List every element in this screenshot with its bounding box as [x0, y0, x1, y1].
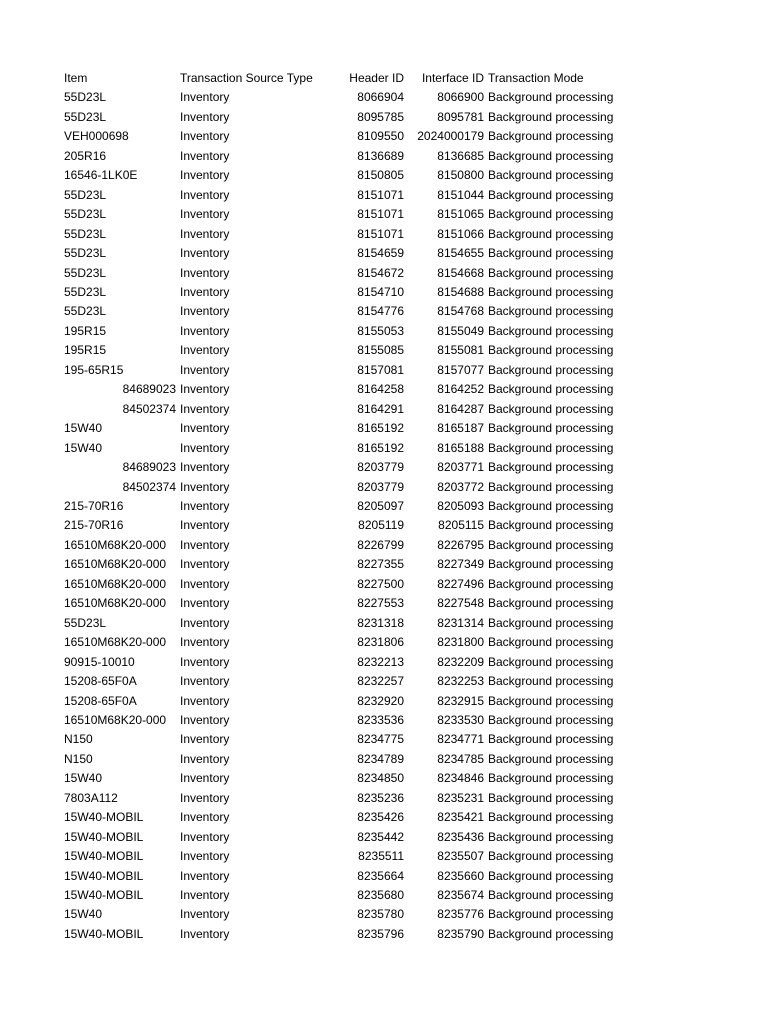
- table-body: [62, 88, 636, 944]
- table-row: [62, 633, 636, 652]
- cell-interface-id[interactable]: 8151065: [437, 207, 484, 222]
- cell-source-type[interactable]: Inventory: [180, 810, 230, 825]
- cell-transaction-mode[interactable]: Background processing: [488, 907, 614, 922]
- cell-header-id[interactable]: 8234850: [357, 771, 404, 786]
- cell-interface-id[interactable]: 8235660: [437, 868, 484, 883]
- column-header-item[interactable]: Item: [64, 71, 88, 85]
- cell-source-type[interactable]: Inventory: [180, 187, 230, 202]
- cell-source-type[interactable]: Inventory: [180, 304, 230, 319]
- cell-transaction-mode[interactable]: Background processing: [488, 868, 614, 883]
- cell-header-id[interactable]: 8231318: [357, 615, 404, 630]
- cell-header-id[interactable]: 8231806: [357, 635, 404, 650]
- cell-interface-id[interactable]: 8155081: [437, 343, 484, 358]
- table-row: [62, 594, 636, 613]
- cell-source-type[interactable]: Inventory: [180, 868, 230, 883]
- cell-source-type[interactable]: Inventory: [180, 401, 230, 416]
- table-row: [62, 555, 636, 574]
- cell-transaction-mode[interactable]: Background processing: [488, 635, 614, 650]
- cell-interface-id[interactable]: 8232253: [437, 674, 484, 689]
- table-row: [62, 302, 636, 321]
- cell-item[interactable]: 15W40-MOBIL: [64, 849, 144, 864]
- cell-item[interactable]: 15W40-MOBIL: [64, 810, 144, 825]
- column-header-header-id[interactable]: Header ID: [349, 71, 404, 85]
- cell-header-id[interactable]: 8234789: [357, 751, 404, 766]
- cell-source-type[interactable]: Inventory: [180, 596, 230, 611]
- table-row: [62, 322, 636, 341]
- cell-item[interactable]: 15W40-MOBIL: [64, 926, 144, 941]
- table-row: [62, 283, 636, 302]
- cell-interface-id[interactable]: 8157077: [437, 362, 484, 377]
- table-row: [62, 341, 636, 360]
- cell-header-id[interactable]: 8151071: [357, 187, 404, 202]
- cell-source-type[interactable]: Inventory: [180, 790, 230, 805]
- cell-transaction-mode[interactable]: Background processing: [488, 284, 614, 299]
- cell-header-id[interactable]: 8235680: [357, 888, 404, 903]
- cell-transaction-mode[interactable]: Background processing: [488, 810, 614, 825]
- cell-transaction-mode[interactable]: Background processing: [488, 343, 614, 358]
- cell-item[interactable]: 15W40: [64, 421, 103, 436]
- cell-interface-id[interactable]: 8235674: [437, 888, 484, 903]
- cell-source-type[interactable]: Inventory: [180, 226, 230, 241]
- cell-transaction-mode[interactable]: Background processing: [488, 440, 614, 455]
- cell-interface-id[interactable]: 8234785: [437, 751, 484, 766]
- cell-header-id[interactable]: 8234775: [357, 732, 404, 747]
- cell-source-type[interactable]: Inventory: [180, 576, 230, 591]
- cell-header-id[interactable]: 8154776: [357, 304, 404, 319]
- table-row: [62, 478, 636, 497]
- table-header-row: [62, 69, 636, 88]
- cell-source-type[interactable]: Inventory: [180, 557, 230, 572]
- cell-item[interactable]: 84502374: [122, 401, 176, 416]
- cell-header-id[interactable]: 8136689: [357, 148, 404, 163]
- table-row: [62, 769, 636, 788]
- cell-transaction-mode[interactable]: Background processing: [488, 129, 614, 144]
- cell-item[interactable]: 16546-1LK0E: [64, 168, 138, 183]
- cell-transaction-mode[interactable]: Background processing: [488, 401, 614, 416]
- cell-header-id[interactable]: 8203779: [357, 479, 404, 494]
- cell-item[interactable]: 16510M68K20-000: [64, 537, 167, 552]
- cell-item[interactable]: 16510M68K20-000: [64, 712, 167, 727]
- cell-interface-id[interactable]: 8136685: [437, 148, 484, 163]
- cell-item[interactable]: 55D23L: [64, 615, 107, 630]
- cell-transaction-mode[interactable]: Background processing: [488, 148, 614, 163]
- cell-item[interactable]: 55D23L: [64, 187, 107, 202]
- cell-item[interactable]: 90915-10010: [64, 654, 135, 669]
- cell-source-type[interactable]: Inventory: [180, 284, 230, 299]
- cell-item[interactable]: 55D23L: [64, 90, 107, 105]
- cell-item[interactable]: 215-70R16: [64, 518, 124, 533]
- cell-source-type[interactable]: Inventory: [180, 129, 230, 144]
- cell-interface-id[interactable]: 8231800: [437, 635, 484, 650]
- cell-header-id[interactable]: 8150805: [357, 168, 404, 183]
- cell-source-type[interactable]: Inventory: [180, 654, 230, 669]
- cell-transaction-mode[interactable]: Background processing: [488, 479, 614, 494]
- cell-interface-id[interactable]: 8095781: [437, 109, 484, 124]
- cell-item[interactable]: 55D23L: [64, 109, 107, 124]
- cell-interface-id[interactable]: 8234771: [437, 732, 484, 747]
- cell-item[interactable]: 55D23L: [64, 226, 107, 241]
- cell-header-id[interactable]: 8164258: [357, 382, 404, 397]
- cell-source-type[interactable]: Inventory: [180, 323, 230, 338]
- cell-source-type[interactable]: Inventory: [180, 109, 230, 124]
- cell-item[interactable]: 15W40: [64, 907, 103, 922]
- cell-source-type[interactable]: Inventory: [180, 849, 230, 864]
- cell-item[interactable]: 15W40: [64, 440, 103, 455]
- table-row: [62, 127, 636, 146]
- cell-interface-id[interactable]: 8165187: [437, 421, 484, 436]
- cell-item[interactable]: 55D23L: [64, 304, 107, 319]
- cell-header-id[interactable]: 8155053: [357, 323, 404, 338]
- cell-interface-id[interactable]: 8235776: [437, 907, 484, 922]
- cell-transaction-mode[interactable]: Background processing: [488, 537, 614, 552]
- column-header-transaction-mode[interactable]: Transaction Mode: [488, 71, 584, 85]
- table-row: [62, 419, 636, 438]
- table-row: [62, 653, 636, 672]
- cell-item[interactable]: 55D23L: [64, 207, 107, 222]
- cell-transaction-mode[interactable]: Background processing: [488, 362, 614, 377]
- cell-header-id[interactable]: 8154710: [357, 284, 404, 299]
- cell-item[interactable]: 84689023: [122, 460, 176, 475]
- cell-source-type[interactable]: Inventory: [180, 168, 230, 183]
- cell-item[interactable]: 55D23L: [64, 246, 107, 261]
- cell-transaction-mode[interactable]: Background processing: [488, 304, 614, 319]
- table-row: [62, 730, 636, 749]
- cell-header-id[interactable]: 8109550: [357, 129, 404, 144]
- table-row: [62, 847, 636, 866]
- cell-item[interactable]: 15W40-MOBIL: [64, 888, 144, 903]
- cell-interface-id[interactable]: 8232915: [437, 693, 484, 708]
- table-row: [62, 789, 636, 808]
- cell-header-id[interactable]: 8235796: [357, 926, 404, 941]
- transactions-table: [62, 69, 636, 944]
- cell-item[interactable]: 205R16: [64, 148, 107, 163]
- cell-source-type[interactable]: Inventory: [180, 382, 230, 397]
- cell-source-type[interactable]: Inventory: [180, 90, 230, 105]
- cell-item[interactable]: 84502374: [122, 479, 176, 494]
- cell-header-id[interactable]: 8232257: [357, 674, 404, 689]
- table-row: [62, 808, 636, 827]
- table-row: [62, 88, 636, 107]
- table-row: [62, 536, 636, 555]
- cell-header-id[interactable]: 8235442: [357, 829, 404, 844]
- cell-interface-id[interactable]: 8164252: [437, 382, 484, 397]
- cell-transaction-mode[interactable]: Background processing: [488, 654, 614, 669]
- cell-interface-id[interactable]: 8235421: [437, 810, 484, 825]
- cell-item[interactable]: 215-70R16: [64, 498, 124, 513]
- cell-source-type[interactable]: Inventory: [180, 362, 230, 377]
- cell-interface-id[interactable]: 8235436: [437, 829, 484, 844]
- cell-transaction-mode[interactable]: Background processing: [488, 323, 614, 338]
- cell-interface-id[interactable]: 8150800: [437, 168, 484, 183]
- cell-source-type[interactable]: Inventory: [180, 460, 230, 475]
- cell-source-type[interactable]: Inventory: [180, 265, 230, 280]
- cell-interface-id[interactable]: 8203772: [437, 479, 484, 494]
- cell-source-type[interactable]: Inventory: [180, 440, 230, 455]
- cell-item[interactable]: 84689023: [122, 382, 176, 397]
- table-row: [62, 516, 636, 535]
- cell-header-id[interactable]: 8203779: [357, 460, 404, 475]
- cell-item[interactable]: 16510M68K20-000: [64, 635, 167, 650]
- cell-header-id[interactable]: 8235664: [357, 868, 404, 883]
- table-row: [62, 439, 636, 458]
- cell-interface-id[interactable]: 8227349: [437, 557, 484, 572]
- cell-transaction-mode[interactable]: Background processing: [488, 576, 614, 591]
- cell-transaction-mode[interactable]: Background processing: [488, 771, 614, 786]
- cell-header-id[interactable]: 8226799: [357, 537, 404, 552]
- cell-transaction-mode[interactable]: Background processing: [488, 518, 614, 533]
- cell-interface-id[interactable]: 8205093: [437, 498, 484, 513]
- cell-source-type[interactable]: Inventory: [180, 246, 230, 261]
- cell-transaction-mode[interactable]: Background processing: [488, 926, 614, 941]
- cell-header-id[interactable]: 8227553: [357, 596, 404, 611]
- cell-interface-id[interactable]: 8066900: [437, 90, 484, 105]
- cell-interface-id[interactable]: 8154768: [437, 304, 484, 319]
- cell-source-type[interactable]: Inventory: [180, 148, 230, 163]
- cell-interface-id[interactable]: 8227496: [437, 576, 484, 591]
- cell-source-type[interactable]: Inventory: [180, 421, 230, 436]
- cell-transaction-mode[interactable]: Background processing: [488, 674, 614, 689]
- cell-item[interactable]: 15W40-MOBIL: [64, 868, 144, 883]
- cell-header-id[interactable]: 8205097: [357, 498, 404, 513]
- cell-interface-id[interactable]: 8232209: [437, 654, 484, 669]
- cell-source-type[interactable]: Inventory: [180, 343, 230, 358]
- cell-interface-id[interactable]: 8235790: [437, 926, 484, 941]
- cell-interface-id[interactable]: 8233530: [437, 712, 484, 727]
- cell-interface-id[interactable]: 8154655: [437, 246, 484, 261]
- cell-item[interactable]: 15W40-MOBIL: [64, 829, 144, 844]
- table-row: [62, 186, 636, 205]
- cell-source-type[interactable]: Inventory: [180, 479, 230, 494]
- cell-item[interactable]: 195R15: [64, 323, 107, 338]
- cell-interface-id[interactable]: 8154688: [437, 284, 484, 299]
- cell-item[interactable]: 195-65R15: [64, 362, 124, 377]
- cell-item[interactable]: 16510M68K20-000: [64, 557, 167, 572]
- cell-source-type[interactable]: Inventory: [180, 712, 230, 727]
- cell-interface-id[interactable]: 8154668: [437, 265, 484, 280]
- cell-header-id[interactable]: 8235511: [358, 849, 404, 864]
- cell-transaction-mode[interactable]: Background processing: [488, 790, 614, 805]
- cell-source-type[interactable]: Inventory: [180, 615, 230, 630]
- cell-source-type[interactable]: Inventory: [180, 907, 230, 922]
- cell-interface-id[interactable]: 8151044: [437, 187, 484, 202]
- cell-interface-id[interactable]: 8164287: [437, 401, 484, 416]
- cell-header-id[interactable]: 8164291: [357, 401, 404, 416]
- cell-source-type[interactable]: Inventory: [180, 693, 230, 708]
- cell-source-type[interactable]: Inventory: [180, 498, 230, 513]
- table-row: [62, 205, 636, 224]
- cell-interface-id[interactable]: 8165188: [437, 440, 484, 455]
- cell-header-id[interactable]: 8233536: [357, 712, 404, 727]
- cell-interface-id[interactable]: 8226795: [437, 537, 484, 552]
- cell-transaction-mode[interactable]: Background processing: [488, 421, 614, 436]
- column-header-source-type[interactable]: Transaction Source Type: [180, 71, 313, 85]
- table-row: [62, 380, 636, 399]
- cell-transaction-mode[interactable]: Background processing: [488, 265, 614, 280]
- table-row: [62, 108, 636, 127]
- cell-item[interactable]: VEH000698: [64, 129, 129, 144]
- table-row: [62, 225, 636, 244]
- cell-interface-id[interactable]: 8235231: [437, 790, 484, 805]
- cell-transaction-mode[interactable]: Background processing: [488, 829, 614, 844]
- cell-interface-id[interactable]: 8227548: [437, 596, 484, 611]
- cell-transaction-mode[interactable]: Background processing: [488, 207, 614, 222]
- cell-source-type[interactable]: Inventory: [180, 771, 230, 786]
- table-row: [62, 166, 636, 185]
- cell-header-id[interactable]: 8154672: [357, 265, 404, 280]
- cell-transaction-mode[interactable]: Background processing: [488, 888, 614, 903]
- cell-header-id[interactable]: 8151071: [357, 226, 404, 241]
- cell-transaction-mode[interactable]: Background processing: [488, 382, 614, 397]
- cell-header-id[interactable]: 8151071: [357, 207, 404, 222]
- cell-item[interactable]: N150: [64, 751, 93, 766]
- cell-item[interactable]: 7803A112: [64, 790, 118, 805]
- cell-item[interactable]: 16510M68K20-000: [64, 596, 167, 611]
- cell-interface-id[interactable]: 8235507: [437, 849, 484, 864]
- cell-header-id[interactable]: 8235236: [357, 790, 404, 805]
- cell-source-type[interactable]: Inventory: [180, 751, 230, 766]
- cell-transaction-mode[interactable]: Background processing: [488, 615, 614, 630]
- cell-source-type[interactable]: Inventory: [180, 926, 230, 941]
- cell-source-type[interactable]: Inventory: [180, 829, 230, 844]
- cell-transaction-mode[interactable]: Background processing: [488, 460, 614, 475]
- cell-interface-id[interactable]: 8203771: [437, 460, 484, 475]
- table-row: [62, 264, 636, 283]
- cell-source-type[interactable]: Inventory: [180, 674, 230, 689]
- cell-item[interactable]: 15208-65F0A: [64, 693, 137, 708]
- cell-source-type[interactable]: Inventory: [180, 635, 230, 650]
- cell-header-id[interactable]: 8066904: [357, 90, 404, 105]
- cell-transaction-mode[interactable]: Background processing: [488, 712, 614, 727]
- cell-interface-id[interactable]: 2024000179: [417, 129, 484, 144]
- table-row: [62, 711, 636, 730]
- cell-transaction-mode[interactable]: Background processing: [488, 246, 614, 261]
- cell-item[interactable]: 15W40: [64, 771, 103, 786]
- cell-interface-id[interactable]: 8155049: [437, 323, 484, 338]
- cell-transaction-mode[interactable]: Background processing: [488, 90, 614, 105]
- cell-interface-id[interactable]: 8151066: [437, 226, 484, 241]
- table-row: [62, 575, 636, 594]
- cell-header-id[interactable]: 8165192: [357, 440, 404, 455]
- table-row: [62, 614, 636, 633]
- cell-header-id[interactable]: 8235426: [357, 810, 404, 825]
- cell-source-type[interactable]: Inventory: [180, 537, 230, 552]
- cell-transaction-mode[interactable]: Background processing: [488, 109, 614, 124]
- cell-header-id[interactable]: 8165192: [357, 421, 404, 436]
- table-row: [62, 905, 636, 924]
- table-row: [62, 750, 636, 769]
- table-row: [62, 886, 636, 905]
- cell-source-type[interactable]: Inventory: [180, 518, 230, 533]
- cell-item[interactable]: 195R15: [64, 343, 107, 358]
- table-row: [62, 147, 636, 166]
- table-row: [62, 867, 636, 886]
- cell-header-id[interactable]: 8232213: [357, 654, 404, 669]
- table-row: [62, 244, 636, 263]
- cell-transaction-mode[interactable]: Background processing: [488, 557, 614, 572]
- cell-transaction-mode[interactable]: Background processing: [488, 168, 614, 183]
- cell-item[interactable]: 55D23L: [64, 284, 107, 299]
- cell-transaction-mode[interactable]: Background processing: [488, 187, 614, 202]
- cell-interface-id[interactable]: 8231314: [437, 615, 484, 630]
- cell-transaction-mode[interactable]: Background processing: [488, 226, 614, 241]
- table-row: [62, 400, 636, 419]
- cell-interface-id[interactable]: 8234846: [437, 771, 484, 786]
- cell-item[interactable]: 15208-65F0A: [64, 674, 137, 689]
- table-row: [62, 925, 636, 944]
- cell-header-id[interactable]: 8155085: [357, 343, 404, 358]
- cell-transaction-mode[interactable]: Background processing: [488, 693, 614, 708]
- cell-transaction-mode[interactable]: Background processing: [488, 849, 614, 864]
- cell-header-id[interactable]: 8227500: [357, 576, 404, 591]
- table-row: [62, 828, 636, 847]
- cell-interface-id[interactable]: 8205115: [438, 518, 484, 533]
- spreadsheet-sheet: [62, 69, 636, 944]
- cell-item[interactable]: 55D23L: [64, 265, 107, 280]
- column-header-interface-id[interactable]: Interface ID: [421, 71, 484, 85]
- cell-header-id[interactable]: 8227355: [357, 557, 404, 572]
- cell-transaction-mode[interactable]: Background processing: [488, 596, 614, 611]
- cell-transaction-mode[interactable]: Background processing: [488, 751, 614, 766]
- cell-header-id[interactable]: 8095785: [357, 109, 404, 124]
- cell-transaction-mode[interactable]: Background processing: [488, 498, 614, 513]
- table-row: [62, 672, 636, 691]
- cell-source-type[interactable]: Inventory: [180, 207, 230, 222]
- cell-header-id[interactable]: 8205119: [358, 518, 404, 533]
- table-row: [62, 458, 636, 477]
- cell-source-type[interactable]: Inventory: [180, 888, 230, 903]
- table-row: [62, 692, 636, 711]
- cell-header-id[interactable]: 8232920: [357, 693, 404, 708]
- cell-header-id[interactable]: 8154659: [357, 246, 404, 261]
- cell-header-id[interactable]: 8235780: [357, 907, 404, 922]
- cell-header-id[interactable]: 8157081: [357, 362, 404, 377]
- cell-source-type[interactable]: Inventory: [180, 732, 230, 747]
- cell-transaction-mode[interactable]: Background processing: [488, 732, 614, 747]
- table-row: [62, 497, 636, 516]
- cell-item[interactable]: 16510M68K20-000: [64, 576, 167, 591]
- table-row: [62, 361, 636, 380]
- cell-item[interactable]: N150: [64, 732, 93, 747]
